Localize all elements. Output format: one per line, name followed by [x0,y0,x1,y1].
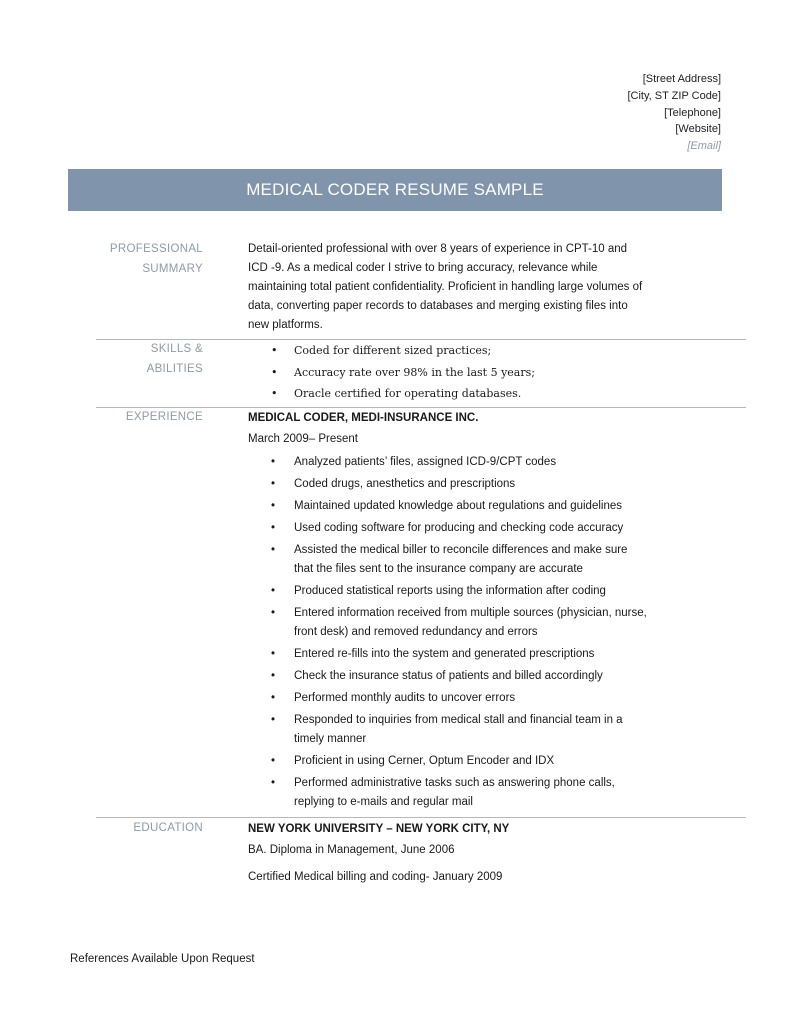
school-name: NEW YORK UNIVERSITY – NEW YORK CITY, NY [248,823,510,835]
job-title: MEDICAL CODER, MEDI-INSURANCE INC. [248,412,479,424]
list-item: • Assisted the medical biller to reconcile differences and make sure that the files sent to the insurance company are accurate [248,541,648,579]
certification: Certified Medical billing and coding- January 2009 [248,871,503,883]
list-item: • Coded drugs, anesthetics and prescriptions [248,475,648,494]
education-label: EDUCATION [133,822,203,834]
telephone: [Telephone] [664,106,721,119]
list-item: • Performed administrative tasks such as answering phone calls, replying to e-mails and regular mail [248,774,648,812]
list-item: • Analyzed patients’ files, assigned ICD-9/CPT codes [248,453,648,472]
summary-label: PROFESSIONAL SUMMARY [109,243,203,275]
list-item: • Entered re-fills into the system and generated prescriptions [248,645,648,664]
degree: BA. Diploma in Management, June 2006 [248,844,455,856]
list-item: • Accuracy rate over 98% in the last 5 years; [248,362,728,384]
street-address: [Street Address] [642,73,721,85]
skills-list [248,340,728,405]
list-item: • Proficient in using Cerner, Optum Encoder and IDX [248,752,648,771]
list-item: • Responded to inquiries from medical stall and financial team in a timely manner [248,711,648,749]
email: [Email] [687,140,721,153]
city-state-zip: [City, ST ZIP Code] [627,89,721,102]
resume-title-banner: MEDICAL CODER RESUME SAMPLE [68,169,722,211]
contact-block [627,71,721,155]
skills-label: SKILLS & ABILITIES [146,343,203,375]
list-item: • Used coding software for producing and checking code accuracy [248,519,648,538]
list-item: • Oracle certified for operating databases. [248,383,728,405]
list-item: • Maintained updated knowledge about regulations and guidelines [248,497,648,516]
list-item: • Coded for different sized practices; [248,340,728,362]
list-item: • Performed monthly audits to uncover errors [248,689,648,708]
list-item: • Entered information received from multiple sources (physician, nurse, front desk) and removed redundancy and errors [248,604,648,642]
list-item: • Produced statistical reports using the information after coding [248,582,648,601]
experience-label: EXPERIENCE [125,411,203,423]
job-dates: March 2009– Present [248,433,358,445]
website: [Website] [675,123,721,136]
references-note: References Available Upon Request [70,953,255,965]
section-divider [96,817,746,818]
list-item: • Check the insurance status of patients and billed accordingly [248,667,648,686]
summary-text: Detail-oriented professional with over 8 years of experience in CPT-10 and ICD -9. As a medical coder I strive to bring accuracy, relevance while maintaining total patient confidentiality. Proficient in handling large volumes of data, converting paper records to databases and merging existing files into new platforms. [248,243,643,331]
experience-list [248,453,648,812]
